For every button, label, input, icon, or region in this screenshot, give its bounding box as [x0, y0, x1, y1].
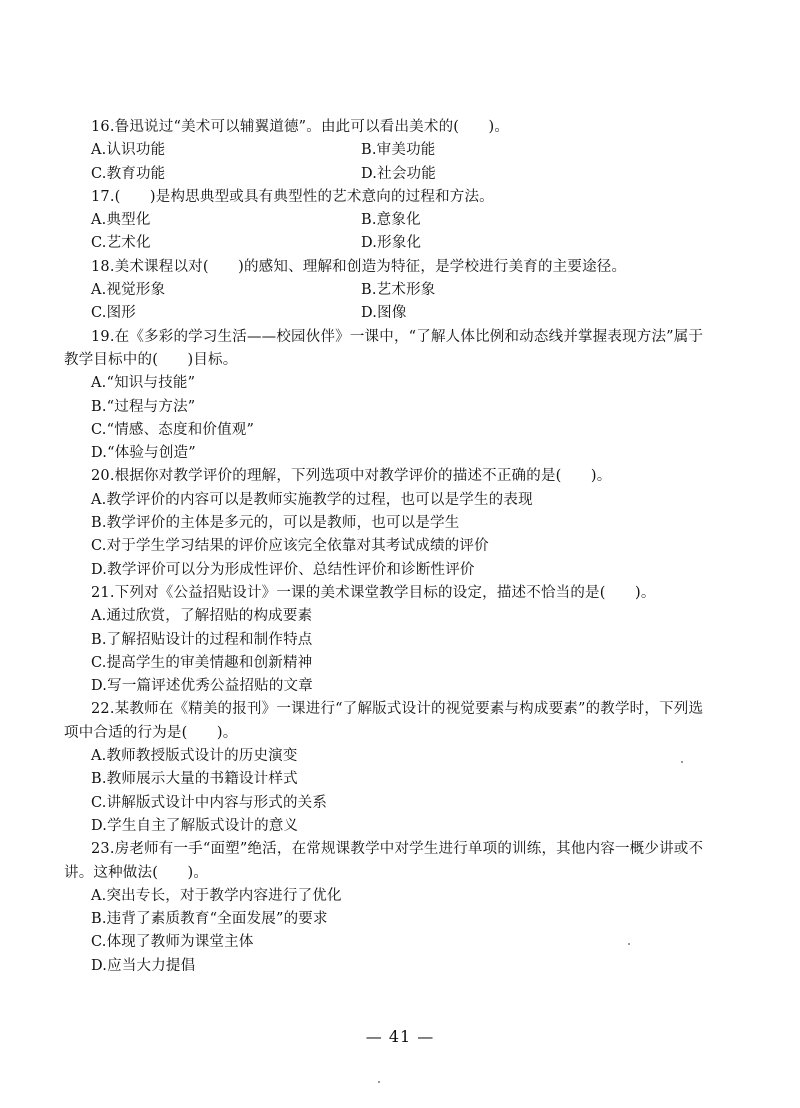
options	[64, 279, 704, 326]
option-a: A.“知识与技能”	[91, 375, 196, 392]
option-b: B.审美功能	[361, 142, 436, 159]
question-list	[64, 116, 704, 978]
options	[64, 605, 704, 698]
question-20	[64, 465, 704, 581]
scan-speck	[681, 761, 683, 763]
option-d: D.形象化	[361, 235, 422, 252]
option-a: A.教学评价的内容可以是教师实施教学的过程，也可以是学生的表现	[91, 491, 533, 508]
question-18	[64, 256, 704, 326]
option-a: A.视觉形象	[91, 282, 166, 299]
page-number: — 41 —	[365, 1027, 435, 1046]
option-c: C.图形	[91, 305, 136, 322]
option-a: A.突出专长，对于教学内容进行了优化	[91, 887, 342, 904]
option-c: C.对于学生学习结果的评价应该完全依靠对其考试成绩的评价	[91, 538, 489, 555]
option-c: C.提高学生的审美情趣和创新精神	[91, 654, 313, 671]
question-stem: 23.房老师有一手“面塑”绝活，在常规课教学中对学生进行单项的训练，其他内容一概少讲或不讲。这种做法( )。	[64, 841, 704, 881]
option-d: D.写一篇评述优秀公益招贴的文章	[91, 678, 313, 695]
option-a: A.认识功能	[91, 142, 166, 159]
option-b: B.艺术形象	[361, 282, 436, 299]
option-d: D.学生自主了解版式设计的意义	[91, 817, 299, 834]
question-stem: 19.在《多彩的学习生活——校园伙伴》一课中，“了解人体比例和动态线并掌握表现方法”属于教学目标中的( )目标。	[64, 328, 704, 368]
options	[64, 489, 704, 582]
question-stem: 20.根据你对教学评价的理解，下列选项中对教学评价的描述不正确的是( )。	[91, 468, 612, 485]
option-d: D.社会功能	[361, 165, 436, 182]
question-stem: 18.美术课程以对( )的感知、理解和创造为特征，是学校进行美育的主要途径。	[91, 258, 627, 275]
scan-speck	[628, 943, 630, 945]
options	[64, 372, 704, 465]
option-b: B.教师展示大量的书籍设计样式	[91, 771, 298, 788]
question-21	[64, 582, 704, 698]
option-c: C.艺术化	[91, 235, 151, 252]
question-22	[64, 698, 704, 838]
option-b: B.违背了素质教育“全面发展”的要求	[91, 911, 328, 928]
question-stem: 16.鲁迅说过“美术可以辅翼道德”。由此可以看出美术的( )。	[91, 119, 510, 135]
question-19	[64, 326, 704, 466]
option-b: B.了解招贴设计的过程和制作特点	[91, 631, 313, 648]
question-16	[64, 116, 704, 186]
option-d: D.应当大力提倡	[91, 957, 196, 974]
question-23	[64, 838, 704, 978]
option-d: D.“体验与创造”	[91, 445, 196, 462]
option-c: C.教育功能	[91, 165, 166, 182]
option-b: B.“过程与方法”	[91, 398, 196, 415]
question-17	[64, 186, 704, 256]
options	[64, 209, 704, 256]
option-b: B.意象化	[361, 212, 421, 229]
option-c: C.“情感、态度和价值观”	[91, 421, 255, 438]
options	[64, 139, 704, 186]
option-b: B.教学评价的主体是多元的，可以是教师，也可以是学生	[91, 515, 460, 532]
question-stem: 21.下列对《公益招贴设计》一课的美术课堂教学目标的设定，描述不恰当的是( )。	[91, 584, 656, 601]
option-a: A.通过欣赏，了解招贴的构成要素	[91, 608, 313, 625]
option-a: A.典型化	[91, 212, 151, 229]
scan-speck	[378, 1081, 380, 1083]
question-stem: 22.某教师在《精美的报刊》一课进行“了解版式设计的视觉要素与构成要素”的教学时，下列选项中合适的行为是( )。	[64, 701, 704, 741]
option-d: D.教学评价可以分为形成性评价、总结性评价和诊断性评价	[91, 561, 475, 578]
option-c: C.讲解版式设计中内容与形式的关系	[91, 794, 328, 811]
option-a: A.教师教授版式设计的历史演变	[91, 748, 298, 765]
options	[64, 745, 704, 838]
options	[64, 885, 704, 978]
option-c: C.体现了教师为课堂主体	[91, 934, 254, 951]
question-stem: 17.( )是构思典型或具有典型性的艺术意向的过程和方法。	[91, 188, 494, 205]
option-d: D.图像	[361, 305, 407, 322]
